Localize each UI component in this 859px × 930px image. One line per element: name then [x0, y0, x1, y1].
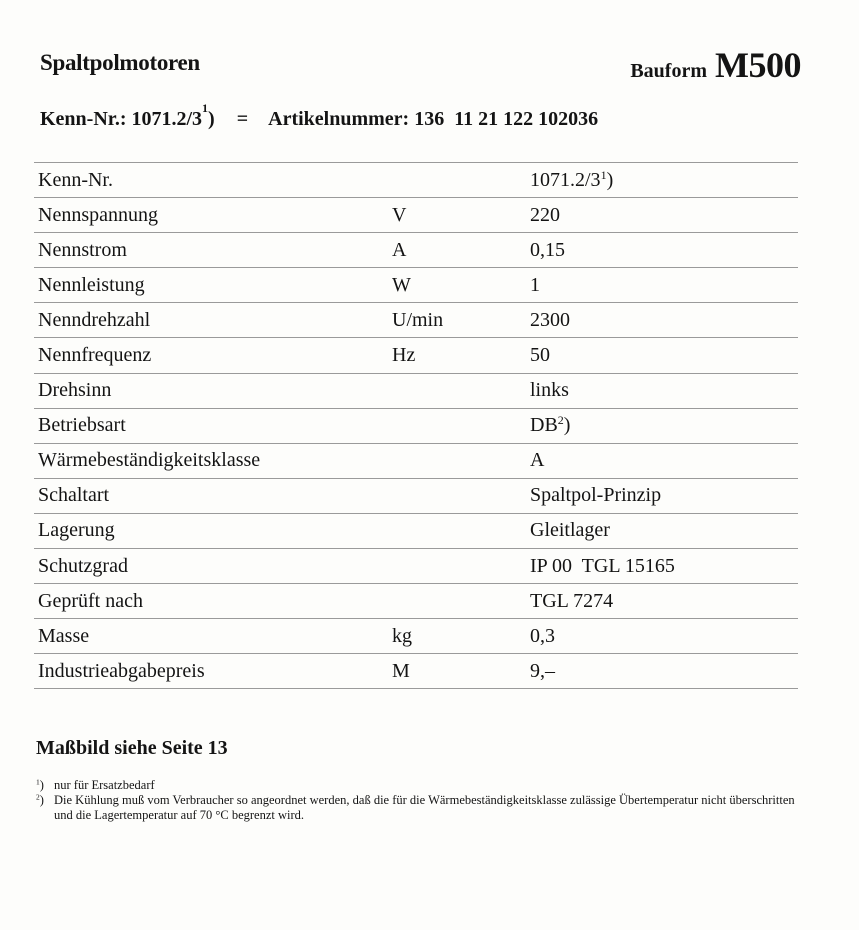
row-value: 9,– — [530, 659, 555, 682]
table-row — [34, 549, 798, 584]
row-unit: kg — [392, 624, 412, 647]
row-value: Gleitlager — [530, 519, 610, 542]
row-value-cell — [530, 590, 798, 613]
row-value-cell — [530, 484, 798, 507]
row-label: Schaltart — [38, 484, 110, 507]
footnote-paren: ) — [39, 793, 44, 807]
row-value-cell — [530, 555, 798, 578]
bauform-code: M500 — [715, 45, 801, 85]
kenn-label: Kenn-Nr.: — [40, 108, 127, 130]
footnotes — [36, 778, 796, 823]
table-row — [34, 444, 798, 479]
row-value: 1071.2/3 — [530, 168, 601, 191]
spec-table — [34, 162, 798, 689]
row-value-cell — [530, 625, 798, 648]
footnote-text: Die Kühlung muß vom Verbraucher so angeordnet werden, daß die für die Wärmebeständigkeitsklasse zulässige Übertemperatur nicht überschritten und die Lagertemperatur auf 70 °C begrenzt wird. — [54, 793, 795, 822]
row-label: Nennstrom — [38, 238, 127, 261]
table-row — [34, 619, 798, 654]
row-value: IP 00 TGL 15165 — [530, 554, 675, 577]
row-label: Geprüft nach — [38, 589, 143, 612]
kenn-value: 1071.2/3 — [131, 108, 203, 130]
row-label: Kenn-Nr. — [38, 168, 113, 191]
artikel-label: Artikelnummer: — [268, 108, 410, 130]
row-label: Schutzgrad — [38, 554, 128, 577]
footnote-number: 1 — [36, 777, 40, 787]
equals-sign: = — [236, 108, 249, 130]
table-row — [34, 233, 798, 268]
table-row — [34, 409, 798, 444]
row-unit: Hz — [392, 344, 416, 367]
row-value-cell — [530, 169, 798, 192]
row-unit: A — [392, 238, 407, 261]
table-row — [34, 163, 798, 198]
row-unit: W — [392, 273, 411, 296]
table-row — [34, 584, 798, 619]
footnote-text: nur für Ersatzbedarf — [54, 778, 155, 792]
row-value: links — [530, 379, 569, 402]
table-row — [34, 514, 798, 549]
row-value-cell — [530, 379, 798, 402]
row-value: 50 — [530, 344, 550, 367]
footnote — [36, 778, 796, 793]
row-unit: U/min — [392, 308, 444, 331]
row-value-cell — [530, 414, 798, 437]
row-unit: M — [392, 659, 410, 682]
row-label: Betriebsart — [38, 414, 126, 437]
row-label: Nennspannung — [38, 203, 158, 226]
row-unit: V — [392, 203, 407, 226]
footnote-mark — [36, 793, 54, 823]
row-label: Wärmebeständigkeitsklasse — [38, 449, 261, 472]
row-value: Spaltpol-Prinzip — [530, 484, 662, 507]
kenn-footnote-ref: 1 — [202, 101, 209, 115]
row-label: Masse — [38, 624, 90, 647]
table-row — [34, 303, 798, 338]
row-footnote-ref: 1 — [600, 167, 607, 182]
table-row — [34, 654, 798, 689]
row-value: 2300 — [530, 308, 570, 331]
bauform-label: Bauform — [630, 60, 708, 82]
row-label: Nennleistung — [38, 273, 145, 296]
table-row — [34, 338, 798, 373]
footnote-mark — [36, 778, 54, 793]
kenn-close: ) — [208, 108, 215, 130]
row-label: Nenndrehzahl — [38, 308, 151, 331]
artikel-value: 136 11 21 122 102036 — [414, 108, 599, 130]
row-value-cell — [530, 239, 798, 262]
row-footnote-ref: 2 — [557, 413, 564, 428]
table-row — [34, 374, 798, 409]
footnote-paren: ) — [39, 778, 44, 792]
row-value-cell — [530, 660, 798, 683]
row-value: 0,3 — [530, 624, 555, 647]
row-label: Drehsinn — [38, 379, 112, 402]
table-row — [34, 268, 798, 303]
row-label: Industrieabgabepreis — [38, 659, 205, 682]
row-value: 1 — [530, 273, 540, 296]
row-value: 0,15 — [530, 238, 565, 261]
row-value-cell — [530, 204, 798, 227]
row-value: DB — [530, 414, 558, 437]
row-value-suffix: ) — [563, 414, 571, 437]
row-value-cell — [530, 309, 798, 332]
page-title: Spaltpolmotoren — [40, 50, 200, 75]
massbild-reference: Maßbild siehe Seite 13 — [36, 737, 228, 759]
row-value: A — [530, 449, 545, 472]
footnote — [36, 793, 796, 823]
footnote-number: 2 — [36, 792, 40, 802]
identification-line — [40, 101, 599, 131]
table-row — [34, 479, 798, 514]
row-value: 220 — [530, 203, 560, 226]
row-label: Lagerung — [38, 519, 115, 542]
row-value-suffix: ) — [606, 168, 614, 191]
table-row — [34, 198, 798, 233]
bauform-heading — [630, 44, 801, 86]
row-value-cell — [530, 449, 798, 472]
row-label: Nennfrequenz — [38, 344, 152, 367]
row-value: TGL 7274 — [530, 589, 614, 612]
row-value-cell — [530, 344, 798, 367]
row-value-cell — [530, 274, 798, 297]
row-value-cell — [530, 519, 798, 542]
